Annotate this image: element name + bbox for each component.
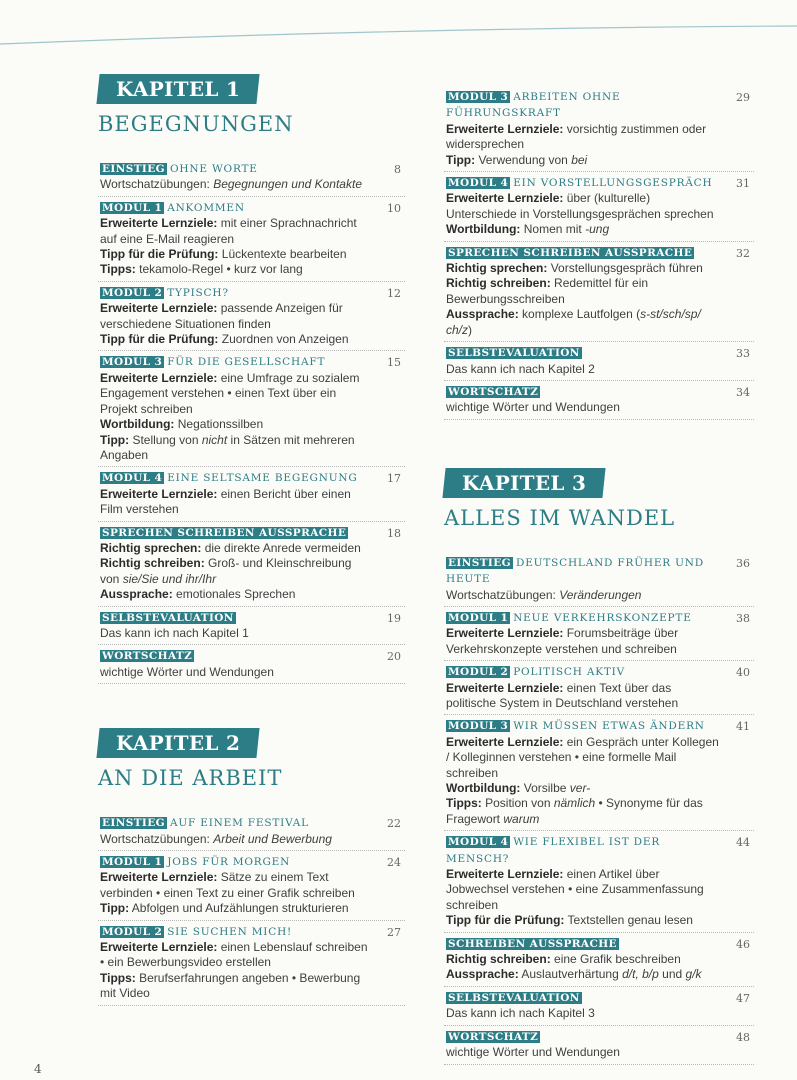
chapter-badge-label: KAPITEL 3 <box>462 470 587 495</box>
entry-line <box>446 796 722 827</box>
page-ref: 8 <box>394 163 401 176</box>
line-label: Tipps: <box>100 262 136 277</box>
line-text: einen Bericht über einen Film verstehen <box>100 486 351 517</box>
entry-header <box>100 200 373 216</box>
line-emphasis: bei <box>571 152 588 167</box>
toc-entry[interactable] <box>444 715 754 831</box>
entry-line <box>446 735 722 781</box>
line-label: Erweiterte Lernziele: <box>446 191 564 206</box>
line-emphasis: warum <box>503 811 540 826</box>
entry-header <box>446 245 722 261</box>
section-tag: SCHREIBEN AUSSPRACHE <box>448 937 617 950</box>
entry-line <box>100 541 373 556</box>
section-heading: NEUE VERKEHRSKONZEPTE <box>513 611 692 624</box>
entry-line <box>446 191 722 222</box>
section-heading: WIR MÜSSEN ETWAS ÄNDERN <box>513 720 705 733</box>
page-ref: 22 <box>387 817 401 831</box>
line-text: Sätze zu einem Text verbinden • einen Text zu einer Grafik schreiben <box>100 870 355 900</box>
line-text: und <box>658 967 686 982</box>
section-tag: MODUL 4 <box>448 836 509 849</box>
line-text: die direkte Anrede vermeiden <box>201 540 361 555</box>
section-tag: MODUL 2 <box>448 666 509 679</box>
section-heading: AUF EINEM FESTIVAL <box>170 817 309 830</box>
toc-entry[interactable] <box>98 645 405 684</box>
line-emphasis: Begegnungen und Kontakte <box>213 177 362 192</box>
toc-entry[interactable] <box>98 467 405 521</box>
page-ref: 46 <box>736 937 750 951</box>
line-emphasis: g/k <box>685 967 702 982</box>
entry-line <box>100 901 373 916</box>
line-label: Erweiterte Lernziele: <box>100 216 218 231</box>
entry-header <box>100 525 373 541</box>
entry-header <box>100 354 373 370</box>
section-tag: MODUL 2 <box>102 925 163 938</box>
entry-header <box>446 89 722 122</box>
line-label: Erweiterte Lernziele: <box>100 370 218 385</box>
line-text: ) <box>468 322 473 337</box>
section-heading: EINE SELTSAME BEGEGNUNG <box>167 472 358 485</box>
line-text: Das kann ich nach Kapitel 2 <box>446 361 595 376</box>
line-emphasis: sie/Sie und ihr/Ihr <box>122 571 217 586</box>
line-label: Tipp für die Prüfung: <box>446 913 565 928</box>
line-label: Tipp: <box>100 901 130 916</box>
line-text: Forumsbeiträge über Verkehrskonzepte verstehen und schreiben <box>446 626 679 656</box>
entry-line <box>446 952 722 967</box>
chapter-title: ALLES IM WANDEL <box>444 505 676 530</box>
section-tag: MODUL 4 <box>102 472 163 485</box>
entry-line <box>446 153 722 168</box>
page-ref: 24 <box>387 856 401 869</box>
line-label: Richtig schreiben: <box>446 276 551 291</box>
line-emphasis: -ung <box>585 222 610 237</box>
page-ref: 10 <box>387 201 401 215</box>
section-heading: DEUTSCHLAND FRÜHER UND HEUTE <box>446 556 704 586</box>
line-text: Das kann ich nach Kapitel 1 <box>100 625 249 640</box>
line-label: Erweiterte Lernziele: <box>100 940 218 955</box>
line-emphasis: ver- <box>569 781 591 795</box>
line-text: wichtige Wörter und Wendungen <box>100 664 274 679</box>
entry-header <box>446 175 722 191</box>
entry-header <box>100 610 373 626</box>
page-number: 4 <box>34 1062 42 1076</box>
line-label: Richtig schreiben: <box>446 952 551 967</box>
line-text: Redemittel für ein Bewerbungsschreiben <box>446 276 649 306</box>
entry-line <box>446 276 722 307</box>
page-ref: 20 <box>387 650 401 664</box>
section-heading: WIE FLEXIBEL IST DER MENSCH? <box>446 836 661 865</box>
page-ref: 19 <box>387 611 401 625</box>
page-ref: 32 <box>736 246 750 260</box>
page-ref: 44 <box>736 836 750 850</box>
entry-line <box>446 1006 722 1021</box>
line-label: Aussprache: <box>446 307 519 322</box>
section-tag: SELBSTEVALUATION <box>448 347 580 360</box>
entry-header <box>446 1029 722 1045</box>
chapter-entries <box>98 812 405 1005</box>
entry-line <box>446 400 722 415</box>
toc-entry[interactable] <box>444 342 754 381</box>
section-tag: EINSTIEG <box>102 163 165 175</box>
toc-entry[interactable] <box>98 351 405 467</box>
line-text: passende Anzeigen für verschiedene Situationen finden <box>100 301 343 331</box>
line-label: Wortbildung: <box>100 417 175 432</box>
entry-line <box>100 417 373 432</box>
section-tag: MODUL 3 <box>102 356 163 369</box>
entry-line <box>100 216 373 247</box>
line-emphasis: Veränderungen <box>559 587 642 602</box>
line-text: wichtige Wörter und Wendungen <box>446 1045 620 1060</box>
line-text: Negationssilben <box>174 417 264 432</box>
toc-entry[interactable] <box>444 552 754 607</box>
section-heading: TYPISCH? <box>167 286 229 299</box>
entry-line <box>100 587 373 602</box>
toc-entry[interactable] <box>98 607 405 646</box>
line-emphasis: Arbeit und Bewerbung <box>213 831 332 846</box>
section-tag: MODUL 4 <box>448 177 509 190</box>
line-text: vorsichtig zustimmen oder widersprechen <box>446 121 707 152</box>
page-ref: 34 <box>736 385 750 399</box>
page-ref: 48 <box>736 1030 750 1044</box>
line-text: über (kulturelle) Unterschiede in Vorstellungsgesprächen sprechen <box>446 191 714 221</box>
line-emphasis: s-st/sch/sp/ ch/z <box>446 307 701 337</box>
section-tag: SPRECHEN SCHREIBEN AUSSPRACHE <box>102 526 347 539</box>
chapter-entries <box>444 86 754 420</box>
entry-line <box>446 867 722 913</box>
page-ref: 12 <box>387 286 401 300</box>
entry-line <box>446 967 722 982</box>
entry-line <box>100 556 373 587</box>
line-label: Erweiterte Lernziele: <box>100 486 218 501</box>
chapter-1 <box>98 74 405 684</box>
page-ref: 47 <box>736 991 750 1005</box>
line-label: Wortbildung: <box>446 781 521 795</box>
line-text: einen Artikel über Jobwechsel verstehen • eine Zusammenfassung schreiben <box>446 867 704 912</box>
line-label: Erweiterte Lernziele: <box>446 680 564 695</box>
toc-entry[interactable] <box>444 987 754 1026</box>
section-tag: SELBSTEVALUATION <box>448 991 580 1004</box>
entry-line <box>100 262 373 277</box>
toc-entry[interactable] <box>444 831 754 932</box>
line-text: mit einer Sprachnachricht auf eine E-Mail reagieren <box>100 216 357 246</box>
entry-line <box>100 665 373 680</box>
entry-line <box>100 371 373 417</box>
right-column <box>444 0 754 1065</box>
line-text: Groß- und Kleinschreibung von <box>100 556 352 586</box>
chapter-title: BEGEGNUNGEN <box>98 112 294 136</box>
line-label: Erweiterte Lernziele: <box>100 870 218 885</box>
line-label: Erweiterte Lernziele: <box>446 734 564 749</box>
line-text: Auslautverhärtung <box>518 967 623 982</box>
left-column <box>98 0 405 1006</box>
entry-header <box>100 285 373 301</box>
section-heading: ANKOMMEN <box>167 201 245 214</box>
toc-entry[interactable] <box>98 158 405 197</box>
line-label: Aussprache: <box>446 967 519 982</box>
line-text: Lückentexte bearbeiten <box>218 247 347 262</box>
entry-line <box>446 781 722 796</box>
page-ref: 15 <box>387 356 401 370</box>
entry-header <box>100 815 373 831</box>
entry-header <box>446 718 722 734</box>
page-ref: 40 <box>736 666 750 680</box>
toc-entry[interactable] <box>444 242 754 342</box>
toc-entry[interactable] <box>444 1026 754 1065</box>
entry-line <box>446 307 722 338</box>
chapter-badge <box>96 728 259 758</box>
section-tag: MODUL 1 <box>102 856 163 868</box>
line-text: einen Text über das politische System in Deutschland verstehen <box>446 680 679 710</box>
page-ref: 17 <box>387 472 401 486</box>
chapter-3 <box>444 468 754 1065</box>
page-ref: 29 <box>736 91 750 104</box>
chapter-badge-label: KAPITEL 2 <box>116 731 241 756</box>
chapter-title: AN DIE ARBEIT <box>98 766 283 791</box>
line-label: Tipp für die Prüfung: <box>100 247 219 262</box>
section-tag: MODUL 3 <box>448 91 509 103</box>
line-text: Nomen mit <box>520 222 586 237</box>
entry-line <box>446 261 722 276</box>
line-label: Wortbildung: <box>446 222 521 237</box>
entry-line <box>100 247 373 262</box>
entry-line <box>100 177 373 192</box>
section-heading: SIE SUCHEN MICH! <box>167 925 293 938</box>
toc-entry[interactable] <box>444 172 754 242</box>
line-text: tekamolo-Regel • kurz vor lang <box>135 262 303 277</box>
section-tag: SELBSTEVALUATION <box>102 611 234 624</box>
line-text: einen Lebenslauf schreiben • ein Bewerbungsvideo erstellen <box>100 940 368 970</box>
line-emphasis: nicht <box>201 432 228 447</box>
line-label: Tipp für die Prüfung: <box>100 332 219 347</box>
line-text: Zuordnen von Anzeigen <box>218 332 349 347</box>
section-heading: POLITISCH AKTIV <box>513 666 626 679</box>
toc-entry[interactable] <box>444 933 754 987</box>
page-ref: 27 <box>387 925 401 939</box>
toc-entry[interactable] <box>98 812 405 851</box>
entry-header <box>446 345 722 361</box>
line-label: Erweiterte Lernziele: <box>446 121 564 136</box>
section-heading: EIN VORSTELLUNGSGESPRÄCH <box>513 177 713 190</box>
chapter-2 <box>98 728 405 1005</box>
entry-header <box>446 610 722 626</box>
page-ref: 33 <box>736 347 750 361</box>
section-heading: JOBS FÜR MORGEN <box>167 856 291 868</box>
line-text: Vorsilbe <box>520 781 570 795</box>
entry-line <box>446 913 722 928</box>
page-ref: 41 <box>736 720 750 734</box>
line-label: Erweiterte Lernziele: <box>100 301 218 316</box>
entry-line <box>100 832 373 847</box>
toc-entry[interactable] <box>98 851 405 921</box>
line-emphasis: d/t, b/p <box>622 967 659 982</box>
entry-header <box>446 664 722 680</box>
section-tag: EINSTIEG <box>448 556 511 569</box>
entry-header <box>100 470 373 486</box>
line-text: Wortschatzübungen: <box>100 177 214 192</box>
line-label: Tipps: <box>446 796 482 811</box>
chapter-entries <box>98 158 405 684</box>
toc-entry[interactable] <box>98 921 405 1006</box>
line-label: Erweiterte Lernziele: <box>446 626 564 641</box>
entry-header <box>446 555 722 588</box>
entry-line <box>446 362 722 377</box>
section-tag: SPRECHEN SCHREIBEN AUSSPRACHE <box>448 246 693 259</box>
entry-header <box>446 936 722 952</box>
section-heading: OHNE WORTE <box>170 163 258 175</box>
line-label: Erweiterte Lernziele: <box>446 867 564 882</box>
line-text: Abfolgen und Aufzählungen strukturieren <box>129 901 349 916</box>
toc-entry[interactable] <box>444 607 754 661</box>
line-text: ein Gespräch unter Kollegen / Kolleginnen verstehen • eine formelle Mail schreiben <box>446 734 719 780</box>
entry-line <box>446 122 722 153</box>
entry-header <box>100 924 373 940</box>
page-ref: 36 <box>736 556 750 570</box>
line-label: Richtig sprechen: <box>446 261 548 276</box>
page-ref: 18 <box>387 526 401 540</box>
line-text: eine Grafik beschreiben <box>550 952 681 967</box>
entry-line <box>446 588 722 603</box>
toc-entry[interactable] <box>444 381 754 420</box>
line-text: Vorstellungsgespräch führen <box>547 261 703 276</box>
chapter-badge <box>442 468 605 498</box>
entry-line <box>446 626 722 657</box>
chapter-badge-label: KAPITEL 1 <box>116 77 241 101</box>
line-text: Berufserfahrungen angeben • Bewerbung mit Video <box>100 970 361 1001</box>
line-text: Wortschatzübungen: <box>446 587 560 602</box>
entry-line <box>100 332 373 347</box>
entry-line <box>100 487 373 518</box>
line-label: Richtig schreiben: <box>100 556 205 571</box>
section-heading: ARBEITEN OHNE FÜHRUNGSKRAFT <box>446 91 621 120</box>
line-text: emotionales Sprechen <box>172 587 296 602</box>
line-text: Textstellen genau lesen <box>564 913 693 928</box>
entry-line <box>446 1045 722 1060</box>
entry-line <box>100 433 373 464</box>
toc-entry[interactable] <box>98 197 405 282</box>
entry-line <box>100 626 373 641</box>
section-tag: MODUL 1 <box>102 201 163 214</box>
toc-entry[interactable] <box>98 522 405 607</box>
entry-line <box>446 222 722 237</box>
section-tag: WORTSCHATZ <box>448 1030 539 1043</box>
entry-header <box>100 161 373 177</box>
chapter-2-continued <box>444 86 754 420</box>
entry-line <box>100 940 373 971</box>
line-text: Position von <box>481 796 554 811</box>
line-text: Wortschatzübungen: <box>100 831 214 846</box>
chapter-entries <box>444 552 754 1065</box>
section-tag: MODUL 2 <box>102 286 163 299</box>
entry-header <box>446 990 722 1006</box>
line-label: Tipp: <box>100 432 130 447</box>
page-ref: 38 <box>736 611 750 625</box>
line-text: komplexe Lautfolgen ( <box>518 307 641 322</box>
entry-header <box>100 648 373 664</box>
line-text: in Sätzen mit mehreren Angaben <box>100 432 355 462</box>
line-emphasis: nämlich <box>553 796 596 811</box>
entry-line <box>100 301 373 332</box>
line-text: Stellung von <box>129 432 202 447</box>
section-heading: FÜR DIE GESELLSCHAFT <box>167 356 326 369</box>
section-tag: WORTSCHATZ <box>448 385 539 398</box>
line-label: Tipp: <box>446 152 476 167</box>
toc-entry[interactable] <box>444 86 754 172</box>
entry-line <box>100 971 373 1002</box>
chapter-badge <box>96 74 259 104</box>
line-text: Das kann ich nach Kapitel 3 <box>446 1006 595 1021</box>
line-label: Aussprache: <box>100 587 173 602</box>
toc-entry[interactable] <box>444 661 754 715</box>
line-label: Richtig sprechen: <box>100 540 202 555</box>
line-text: Verwendung von <box>475 152 572 167</box>
section-tag: MODUL 1 <box>448 611 509 624</box>
entry-line <box>446 681 722 712</box>
entry-header <box>446 834 722 867</box>
line-label: Tipps: <box>100 970 136 985</box>
line-text: eine Umfrage zu sozialem Engagement verstehen • einen Text über ein Projekt schreiben <box>100 370 360 416</box>
entry-header <box>100 854 373 870</box>
line-text: • Synonyme für das Fragewort <box>446 796 703 826</box>
section-tag: MODUL 3 <box>448 720 509 733</box>
entry-header <box>446 384 722 400</box>
page-ref: 31 <box>736 177 750 191</box>
section-tag: WORTSCHATZ <box>102 650 193 663</box>
toc-entry[interactable] <box>98 282 405 352</box>
section-tag: EINSTIEG <box>102 817 165 830</box>
entry-line <box>100 870 373 901</box>
line-text: wichtige Wörter und Wendungen <box>446 400 620 415</box>
